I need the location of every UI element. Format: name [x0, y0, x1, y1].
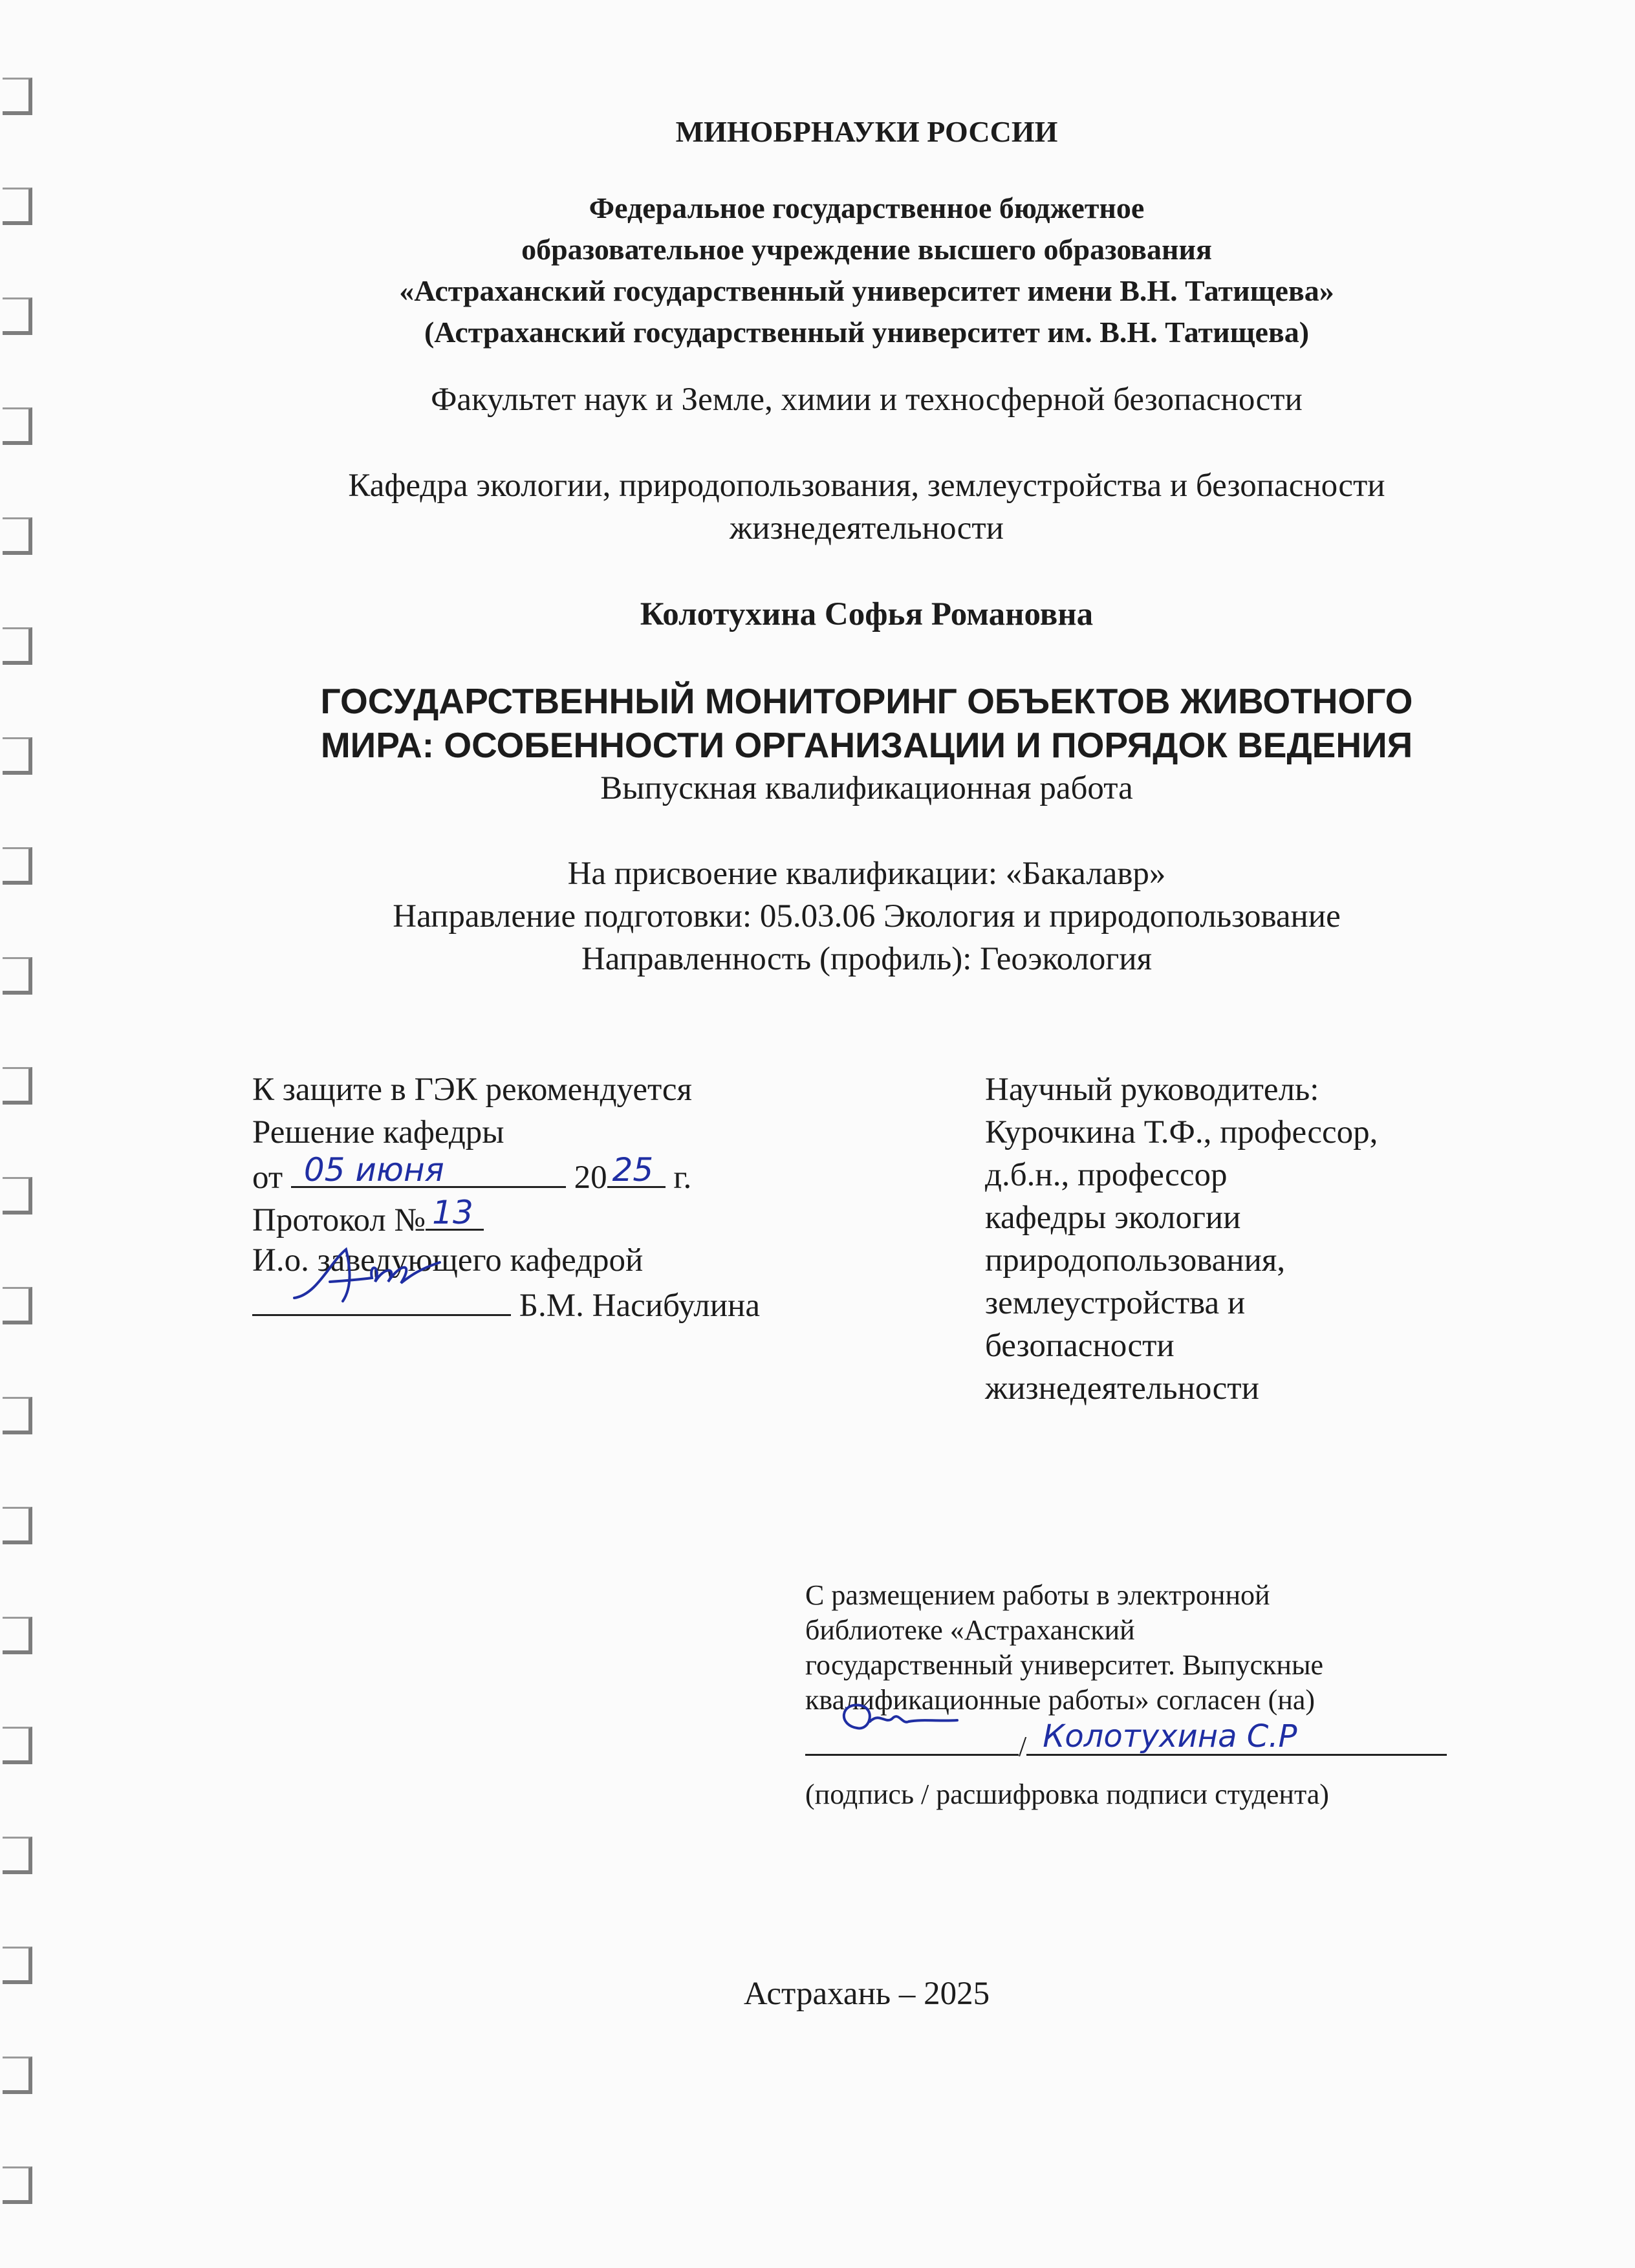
- department-line: Кафедра экологии, природопользования, землеустройства и безопасности: [348, 468, 1385, 504]
- signature-separator: /: [1019, 1731, 1027, 1762]
- binding-ring: [3, 1177, 32, 1215]
- work-title-line: ГОСУДАРСТВЕННЫЙ МОНИТОРИНГ ОБЪЕКТОВ ЖИВОТНОГО: [320, 681, 1413, 721]
- supervisor-line: жизнедеятельности: [985, 1370, 1259, 1407]
- binding-ring: [3, 407, 32, 445]
- binding-ring: [3, 1617, 32, 1654]
- consent-line: государственный университет. Выпускные: [805, 1649, 1324, 1681]
- author-name: Колотухина Софья Романовна: [640, 596, 1094, 632]
- handwritten-protocol: 13: [432, 1194, 473, 1231]
- work-type: Выпускная квалификационная работа: [600, 770, 1133, 806]
- year-prefix: 20: [574, 1160, 607, 1196]
- ministry-heading: МИНОБРНАУКИ РОССИИ: [675, 115, 1058, 148]
- binding-ring: [3, 957, 32, 995]
- binding-ring: [3, 2166, 32, 2204]
- binding-ring: [3, 1837, 32, 1874]
- binding-ring: [3, 1727, 32, 1764]
- department-decision: Решение кафедры: [252, 1114, 504, 1150]
- protocol-prefix: Протокол №: [252, 1202, 426, 1238]
- institution-line: (Астраханский государственный университет им. В.Н. Татищева): [424, 316, 1310, 349]
- handwritten-student-name: Колотухина С.Р: [1043, 1718, 1297, 1755]
- head-signature-line: [252, 1282, 760, 1324]
- consent-line: библиотеке «Астраханский: [805, 1614, 1135, 1646]
- institution-name: [213, 188, 1520, 353]
- department-name: [213, 464, 1520, 550]
- head-role: И.о. заведующего кафедрой: [252, 1242, 644, 1279]
- faculty-name: Факультет наук и Земле, химии и техносферной безопасности: [431, 382, 1303, 418]
- supervisor-line: безопасности: [985, 1328, 1175, 1364]
- binding-ring: [3, 297, 32, 335]
- supervisor-line: д.б.н., профессор: [985, 1157, 1228, 1193]
- binding-ring: [3, 517, 32, 555]
- work-title-line: МИРА: ОСОБЕННОСТИ ОРГАНИЗАЦИИ И ПОРЯДОК ВЕДЕНИЯ: [320, 725, 1413, 765]
- supervisor-line: Курочкина Т.Ф., профессор,: [985, 1114, 1378, 1150]
- binding-ring: [3, 847, 32, 885]
- work-title: [213, 679, 1520, 767]
- institution-line: Федеральное государственное бюджетное: [589, 191, 1145, 224]
- institution-line: «Астраханский государственный университет имени В.Н. Татищева»: [399, 274, 1334, 307]
- head-signature-icon: [291, 1237, 446, 1314]
- defense-recommend: К защите в ГЭК рекомендуется: [252, 1072, 693, 1108]
- direction-line: Направление подготовки: 05.03.06 Экология и природопользование: [393, 898, 1341, 934]
- head-signature-field: [252, 1282, 511, 1316]
- protocol-field: [426, 1196, 484, 1231]
- supervisor-line: Научный руководитель:: [985, 1072, 1319, 1108]
- binding-ring: [3, 2057, 32, 2094]
- binding-ring: [3, 1507, 32, 1544]
- qualification-line: На присвоение квалификации: «Бакалавр»: [567, 856, 1166, 892]
- supervisor-line: кафедры экологии: [985, 1200, 1241, 1236]
- binding-ring: [3, 1287, 32, 1324]
- consent-line: квалификационные работы» согласен (на): [805, 1684, 1316, 1716]
- binding-ring: [3, 737, 32, 775]
- year-field: [607, 1151, 666, 1189]
- consent-block: [805, 1578, 1447, 1812]
- qualification-info: [213, 852, 1520, 980]
- student-name-field: [1026, 1718, 1447, 1756]
- spiral-binding: [0, 0, 45, 2268]
- binding-ring: [3, 1067, 32, 1105]
- head-name: Б.М. Насибулина: [519, 1288, 760, 1324]
- institution-line: образовательное учреждение высшего образования: [521, 233, 1212, 266]
- profile-line: Направленность (профиль): Геоэкология: [581, 941, 1153, 977]
- date-field: [291, 1151, 566, 1189]
- handwritten-date: 05 июня: [303, 1151, 444, 1189]
- protocol-line: [252, 1196, 760, 1239]
- student-signature-icon: [831, 1689, 960, 1747]
- signature-caption: (подпись / расшифровка подписи студента): [805, 1778, 1329, 1810]
- department-line: жизнедеятельности: [730, 510, 1004, 546]
- supervisor-line: землеустройства и: [985, 1285, 1246, 1321]
- year-suffix: г.: [673, 1160, 692, 1196]
- binding-ring: [3, 1947, 32, 1984]
- student-signature-field: [805, 1723, 1019, 1756]
- binding-ring: [3, 1397, 32, 1434]
- student-signature-line: [805, 1718, 1447, 1768]
- handwritten-year: 25: [612, 1151, 654, 1189]
- binding-ring: [3, 627, 32, 665]
- decision-date-line: [252, 1151, 760, 1196]
- binding-ring: [3, 188, 32, 225]
- date-prefix: от: [252, 1160, 283, 1196]
- city-year: Астрахань – 2025: [743, 1976, 990, 2012]
- consent-line: С размещением работы в электронной: [805, 1579, 1270, 1611]
- supervisor-line: природопользования,: [985, 1242, 1286, 1279]
- defense-block: [252, 1068, 760, 1324]
- binding-ring: [3, 78, 32, 115]
- supervisor-block: [985, 1068, 1378, 1410]
